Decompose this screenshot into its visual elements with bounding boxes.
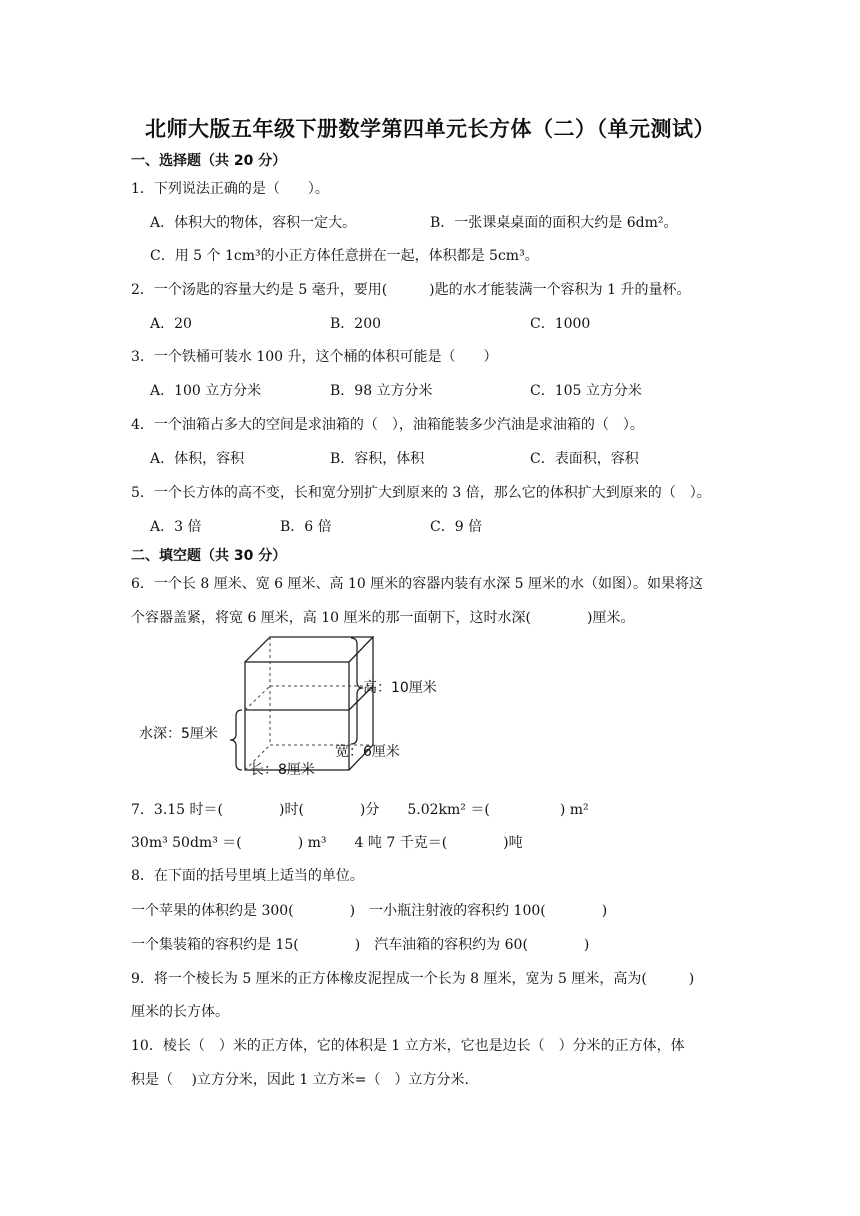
width-label: 宽：6厘米	[335, 744, 400, 760]
question-1-option-c: C．用 5 个 1cm³的小正方体任意拼在一起，体积都是 5cm³。	[150, 248, 539, 264]
question-3: 3．一个铁桶可装水 100 升，这个桶的体积可能是（ ）	[131, 349, 498, 365]
question-4: 4．一个油箱占多大的空间是求油箱的（ ），油箱能装多少汽油是求油箱的（ ）。	[131, 417, 644, 433]
box-top-face	[245, 637, 373, 662]
water-hidden-left	[245, 686, 270, 710]
question-1-option-b: B．一张课桌桌面的面积大约是 6dm²。	[430, 215, 678, 231]
question-10-line-1: 10．棱长（ ）米的正方体，它的体积是 1 立方米，它也是边长（ ）分米的正方体，体	[131, 1038, 685, 1054]
question-1: 1．下列说法正确的是（ ）。	[131, 181, 329, 197]
question-5-option-b: B．6 倍	[280, 519, 332, 535]
question-4-option-b: B．容积，体积	[330, 451, 425, 467]
question-5: 5．一个长方体的高不变，长和宽分别扩大到原来的 3 倍，那么它的体积扩大到原来的（ ）。	[131, 485, 711, 501]
question-4-option-c: C．表面积，容积	[530, 451, 639, 467]
depth-brace	[230, 710, 242, 770]
page-title: 北师大版五年级下册数学第四单元长方体（二）（单元测试）	[145, 117, 715, 141]
question-9-line-2: 厘米的长方体。	[131, 1004, 229, 1020]
box-figure	[135, 632, 455, 782]
question-2-option-a: A．20	[150, 316, 192, 332]
question-7-line-2: 30m³ 50dm³ ＝( ) m³ 4 吨 7 千克＝( )吨	[131, 835, 523, 851]
height-brace	[351, 638, 363, 744]
question-9-line-1: 9．将一个棱长为 5 厘米的正方体橡皮泥捏成一个长为 8 厘米，宽为 5 厘米，高为( )	[131, 971, 695, 987]
question-4-option-a: A．体积，容积	[150, 451, 245, 467]
question-3-option-c: C．105 立方分米	[530, 383, 642, 399]
question-6-line-1: 6．一个长 8 厘米、宽 6 厘米、高 10 厘米的容器内装有水深 5 厘米的水（如图）。如果将这	[131, 576, 704, 592]
question-10-line-2: 积是（ )立方分米，因此 1 立方米=（ ）立方分米.	[131, 1072, 469, 1088]
question-8-line-2: 一个集装箱的容积约是 15( ) 汽车油箱的容积约为 60( )	[131, 937, 590, 953]
box-front-face	[245, 662, 349, 770]
section-heading-choice: 一、选择题（共 20 分）	[131, 153, 287, 169]
question-2-option-c: C．1000	[530, 316, 591, 332]
question-8-line-1: 一个苹果的体积约是 300( ) 一小瓶注射液的容积约 100( )	[131, 903, 608, 919]
question-2-option-b: B．200	[330, 316, 382, 332]
question-5-option-a: A．3 倍	[150, 519, 202, 535]
section-heading-fill: 二、填空题（共 30 分）	[131, 548, 287, 564]
question-8: 8．在下面的括号里填上适当的单位。	[131, 868, 364, 884]
height-label: 高：10厘米	[363, 680, 437, 696]
question-5-option-c: C．9 倍	[430, 519, 483, 535]
question-6-line-2: 个容器盖紧，将宽 6 厘米，高 10 厘米的那一面朝下，这时水深( )厘米。	[131, 610, 635, 626]
question-1-option-a: A．体积大的物体，容积一定大。	[150, 215, 357, 231]
question-3-option-a: A．100 立方分米	[150, 383, 262, 399]
length-label: 长：8厘米	[250, 762, 315, 778]
question-7-line-1: 7．3.15 时＝( )时( )分 5.02km² ＝( ) m²	[131, 802, 589, 818]
question-2: 2．一个汤匙的容量大约是 5 毫升，要用( )匙的水才能装满一个容积为 1 升的量杯。	[131, 282, 691, 298]
question-3-option-b: B．98 立方分米	[330, 383, 433, 399]
depth-label: 水深：5厘米	[139, 726, 218, 742]
